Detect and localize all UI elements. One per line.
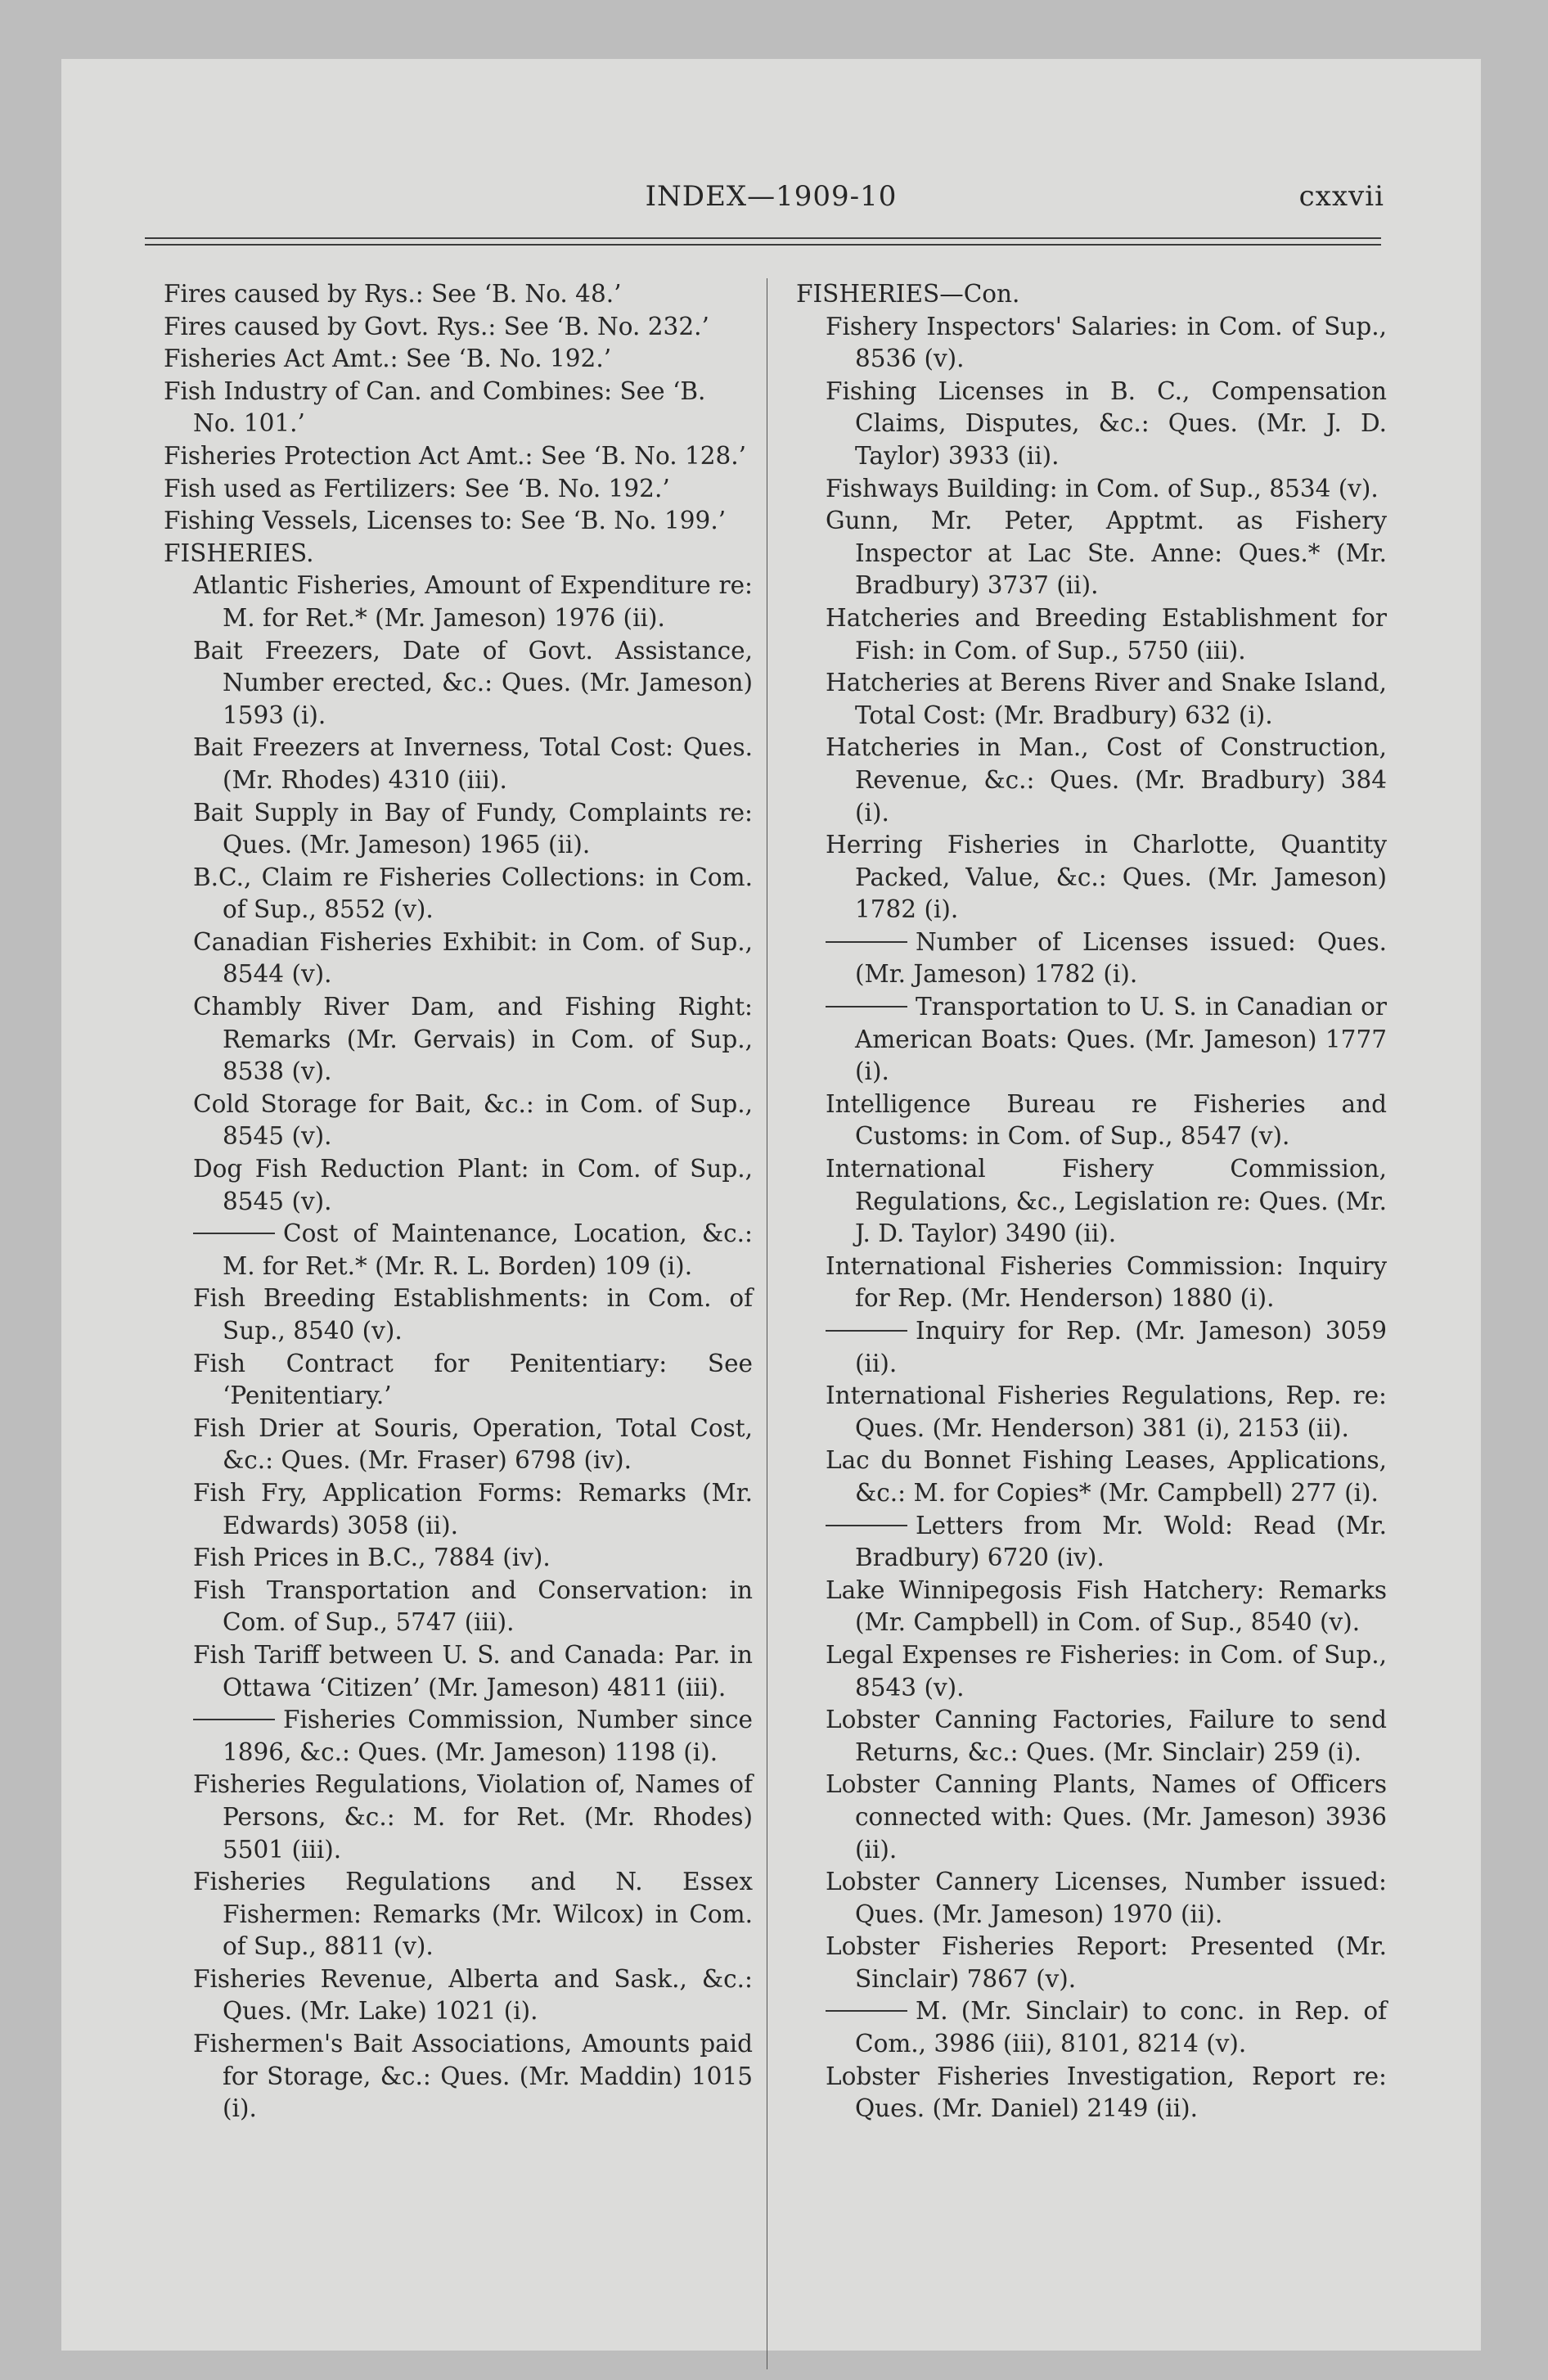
index-entry	[193, 2028, 753, 2125]
index-entry-text: Lake Winnipegosis Fish Hatchery: Remarks (Mr. Campbell) in Com. of Sup., 8540 (v).	[826, 1575, 1387, 1637]
index-entry-text: B.C., Claim re Fisheries Collections: in Com. of Sup., 8552 (v).	[193, 863, 753, 924]
index-entry-text: Inquiry for Rep. (Mr. Jameson) 3059 (ii).	[855, 1317, 1387, 1377]
index-entry	[164, 343, 753, 376]
index-entry-text: Canadian Fisheries Exhibit: in Com. of Sup., 8544 (v).	[193, 927, 753, 989]
index-entry-text: Hatcheries and Breeding Establishment for Fish: in Com. of Sup., 5750 (iii).	[826, 603, 1387, 665]
index-entry	[193, 1282, 753, 1347]
index-entry-text: Letters from Mr. Wold: Read (Mr. Bradbury) 6720 (iv).	[855, 1511, 1387, 1572]
index-entry	[826, 1704, 1387, 1769]
ditto-dash	[826, 2010, 907, 2012]
index-entry-text: Hatcheries at Berens River and Snake Island, Total Cost: (Mr. Bradbury) 632 (i).	[826, 669, 1387, 729]
index-entry-text: Fires caused by Govt. Rys.: See ‘B. No. 232.’	[164, 312, 709, 340]
index-entry	[164, 376, 753, 440]
index-entry	[193, 1413, 753, 1477]
index-entry-text: Fisheries Revenue, Alberta and Sask., &c.: Ques. (Mr. Lake) 1021 (i).	[193, 1964, 753, 2026]
index-entry-text: Dog Fish Reduction Plant: in Com. of Sup., 8545 (v).	[193, 1155, 753, 1215]
index-entry	[826, 1251, 1387, 1315]
ditto-dash	[826, 1330, 907, 1332]
index-entry	[193, 862, 753, 926]
index-entry	[826, 829, 1387, 926]
index-entry-text: International Fisheries Commission: Inquiry for Rep. (Mr. Henderson) 1880 (i).	[826, 1251, 1387, 1313]
index-entry-text: FISHERIES—Con.	[796, 280, 1020, 308]
index-entry-text: Hatcheries in Man., Cost of Construction, Revenue, &c.: Ques. (Mr. Bradbury) 384 (i).	[826, 733, 1387, 827]
index-entry-text: Lobster Cannery Licenses, Number issued: Ques. (Mr. Jameson) 1970 (ii).	[826, 1868, 1387, 1928]
index-page	[61, 59, 1481, 2351]
index-entry	[796, 1995, 1387, 2060]
index-entry	[193, 797, 753, 862]
index-entry-text: Bait Supply in Bay of Fundy, Complaints re: Ques. (Mr. Jameson) 1965 (ii).	[193, 798, 753, 859]
index-entry-text: M. (Mr. Sinclair) to conc. in Rep. of Com., 3986 (iii), 8101, 8214 (v).	[855, 1997, 1387, 2058]
page-number: cxxvii	[1298, 180, 1384, 213]
index-entry-text: Fisheries Regulations and N. Essex Fishermen: Remarks (Mr. Wilcox) in Com. of Sup., 8811 (v).	[193, 1868, 753, 1961]
index-entry	[826, 1931, 1387, 1995]
index-entry-text: Fish Drier at Souris, Operation, Total Cost, &c.: Ques. (Mr. Fraser) 6798 (iv).	[193, 1413, 753, 1475]
index-entry-text: Fish used as Fertilizers: See ‘B. No. 192.’	[164, 474, 670, 503]
index-entry	[164, 473, 753, 506]
index-entry	[193, 991, 753, 1089]
index-entry	[826, 2061, 1387, 2125]
ditto-dash	[826, 1006, 907, 1007]
index-entry	[193, 1866, 753, 1963]
index-entry	[796, 991, 1387, 1089]
index-entry	[193, 926, 753, 991]
index-entry	[164, 311, 753, 344]
index-entry	[826, 1639, 1387, 1704]
index-entry	[826, 1089, 1387, 1153]
index-entry-text: Transportation to U. S. in Canadian or American Boats: Ques. (Mr. Jameson) 1777 (i).	[855, 993, 1387, 1086]
index-entry	[826, 505, 1387, 602]
index-entry	[193, 1153, 753, 1218]
index-entry	[826, 1575, 1387, 1639]
index-entry-text: Bait Freezers at Inverness, Total Cost: Ques. (Mr. Rhodes) 4310 (iii).	[193, 733, 753, 794]
index-entry	[826, 1380, 1387, 1445]
ditto-dash	[826, 1525, 907, 1526]
index-entry-text: Legal Expenses re Fisheries: in Com. of Sup., 8543 (v).	[826, 1640, 1387, 1702]
index-entry-text: Fish Breeding Establishments: in Com. of Sup., 8540 (v).	[193, 1284, 753, 1345]
index-entry-text: Fish Industry of Can. and Combines: See ‘B. No. 101.’	[164, 376, 706, 438]
index-entry-text: Intelligence Bureau re Fisheries and Customs: in Com. of Sup., 8547 (v).	[826, 1089, 1387, 1151]
index-entry	[164, 538, 753, 570]
index-entry-text: Cold Storage for Bait, &c.: in Com. of Sup., 8545 (v).	[193, 1089, 753, 1151]
index-entry-text: Fish Prices in B.C., 7884 (iv).	[193, 1544, 551, 1572]
index-entry-text: Fisheries Commission, Number since 1896, &c.: Ques. (Mr. Jameson) 1198 (i).	[223, 1706, 753, 1766]
index-entry-text: Chambly River Dam, and Fishing Right: Remarks (Mr. Gervais) in Com. of Sup., 8538 (v).	[193, 993, 753, 1086]
index-entry-text: Gunn, Mr. Peter, Apptmt. as Fishery Inspector at Lac Ste. Anne: Ques.* (Mr. Bradbury) 3737 (ii).	[826, 507, 1387, 600]
index-entry	[826, 473, 1387, 506]
index-entry	[193, 570, 753, 634]
page-title: INDEX—1909-10	[645, 180, 898, 213]
index-entry-text: Fisheries Protection Act Amt.: See ‘B. No. 128.’	[164, 441, 747, 470]
index-entry-text: Atlantic Fisheries, Amount of Expenditure re: M. for Ret.* (Mr. Jameson) 1976 (ii).	[193, 571, 753, 632]
index-entry	[826, 732, 1387, 829]
index-entry-text: Fish Fry, Application Forms: Remarks (Mr. Edwards) 3058 (ii).	[193, 1478, 753, 1539]
index-entry-text: Fishing Vessels, Licenses to: See ‘B. No. 199.’	[164, 507, 727, 535]
index-entry	[193, 732, 753, 796]
index-entry	[164, 440, 753, 473]
index-entry	[796, 926, 1387, 991]
index-entry-text: Herring Fisheries in Charlotte, Quantity Packed, Value, &c.: Ques. (Mr. Jameson) 1782 (i).	[826, 831, 1387, 924]
index-entry	[826, 1769, 1387, 1866]
index-entry-text: Lobster Fisheries Investigation, Report re: Ques. (Mr. Daniel) 2149 (ii).	[826, 2062, 1387, 2123]
index-entry	[193, 635, 753, 732]
index-entry-text: Fisheries Regulations, Violation of, Names of Persons, &c.: M. for Ret. (Mr. Rhodes) 5501 (iii).	[193, 1770, 753, 1864]
index-entry-text: Cost of Maintenance, Location, &c.: M. for Ret.* (Mr. R. L. Borden) 109 (i).	[223, 1219, 753, 1280]
index-entry-text: International Fishery Commission, Regulations, &c., Legislation re: Ques. (Mr. J. D. Taylor) 3490 (ii).	[826, 1155, 1387, 1248]
index-entry	[826, 1445, 1387, 1509]
index-entry-text: Lobster Fisheries Report: Presented (Mr. Sinclair) 7867 (v).	[826, 1932, 1387, 1993]
index-entry-text: Fish Contract for Penitentiary: See ‘Penitentiary.’	[193, 1349, 753, 1410]
index-entry	[826, 376, 1387, 473]
index-entry	[193, 1639, 753, 1704]
index-entry-text: Fish Transportation and Conservation: in Com. of Sup., 5747 (iii).	[193, 1575, 753, 1637]
index-entry-text: Lac du Bonnet Fishing Leases, Applications, &c.: M. for Copies* (Mr. Campbell) 277 (i).	[826, 1446, 1387, 1507]
index-entry	[193, 1575, 753, 1639]
index-entry-text: Lobster Canning Factories, Failure to send Returns, &c.: Ques. (Mr. Sinclair) 259 (i).	[826, 1706, 1387, 1766]
index-entry-text: Fisheries Act Amt.: See ‘B. No. 192.’	[164, 345, 612, 373]
index-entry-text: FISHERIES.	[164, 539, 314, 567]
page-header	[61, 180, 1481, 221]
index-entry	[796, 1315, 1387, 1380]
index-entry	[164, 505, 753, 538]
index-entry	[826, 1866, 1387, 1931]
index-entry-text: International Fisheries Regulations, Rep. re: Ques. (Mr. Henderson) 381 (i), 2153 (ii).	[826, 1382, 1387, 1442]
index-entry-text: Fishways Building: in Com. of Sup., 8534 (v).	[826, 474, 1379, 503]
index-entry	[193, 1542, 753, 1575]
index-entry-text: Lobster Canning Plants, Names of Officers connected with: Ques. (Mr. Jameson) 3936 (ii).	[826, 1770, 1387, 1864]
index-entry	[164, 1704, 753, 1769]
index-entry	[193, 1348, 753, 1413]
index-entry-text: Bait Freezers, Date of Govt. Assistance, Number erected, &c.: Ques. (Mr. Jameson) 1593 (i).	[193, 636, 753, 729]
header-rule-bottom	[145, 244, 1381, 246]
index-entry	[193, 1963, 753, 2028]
index-entry	[826, 667, 1387, 732]
index-entry	[193, 1769, 753, 1866]
ditto-dash	[193, 1233, 275, 1234]
left-column	[164, 278, 753, 2125]
index-entry-text: Fishing Licenses in B. C., Compensation Claims, Disputes, &c.: Ques. (Mr. J. D. Taylor) 3933 (ii).	[826, 376, 1387, 470]
index-entry-text: Fish Tariff between U. S. and Canada: Par. in Ottawa ‘Citizen’ (Mr. Jameson) 4811 (iii).	[193, 1640, 753, 1702]
index-entry	[193, 1089, 753, 1153]
index-entry	[826, 602, 1387, 667]
right-column	[796, 278, 1387, 2125]
index-entry	[193, 1477, 753, 1542]
index-entry	[826, 1153, 1387, 1251]
index-entry-text: Fires caused by Rys.: See ‘B. No. 48.’	[164, 280, 622, 308]
index-entry-text: Fishery Inspectors' Salaries: in Com. of Sup., 8536 (v).	[826, 312, 1387, 373]
index-entry	[826, 311, 1387, 376]
index-entry	[796, 1510, 1387, 1575]
header-rule-top	[145, 237, 1381, 239]
index-entry	[796, 278, 1387, 311]
ditto-dash	[193, 1719, 275, 1720]
index-entry-text: Fishermen's Bait Associations, Amounts paid for Storage, &c.: Ques. (Mr. Maddin) 1015 (i).	[193, 2030, 753, 2123]
ditto-dash	[826, 941, 907, 943]
index-entry	[164, 1218, 753, 1282]
index-entry	[164, 278, 753, 311]
index-entry-text: Number of Licenses issued: Ques. (Mr. Jameson) 1782 (i).	[855, 927, 1387, 989]
